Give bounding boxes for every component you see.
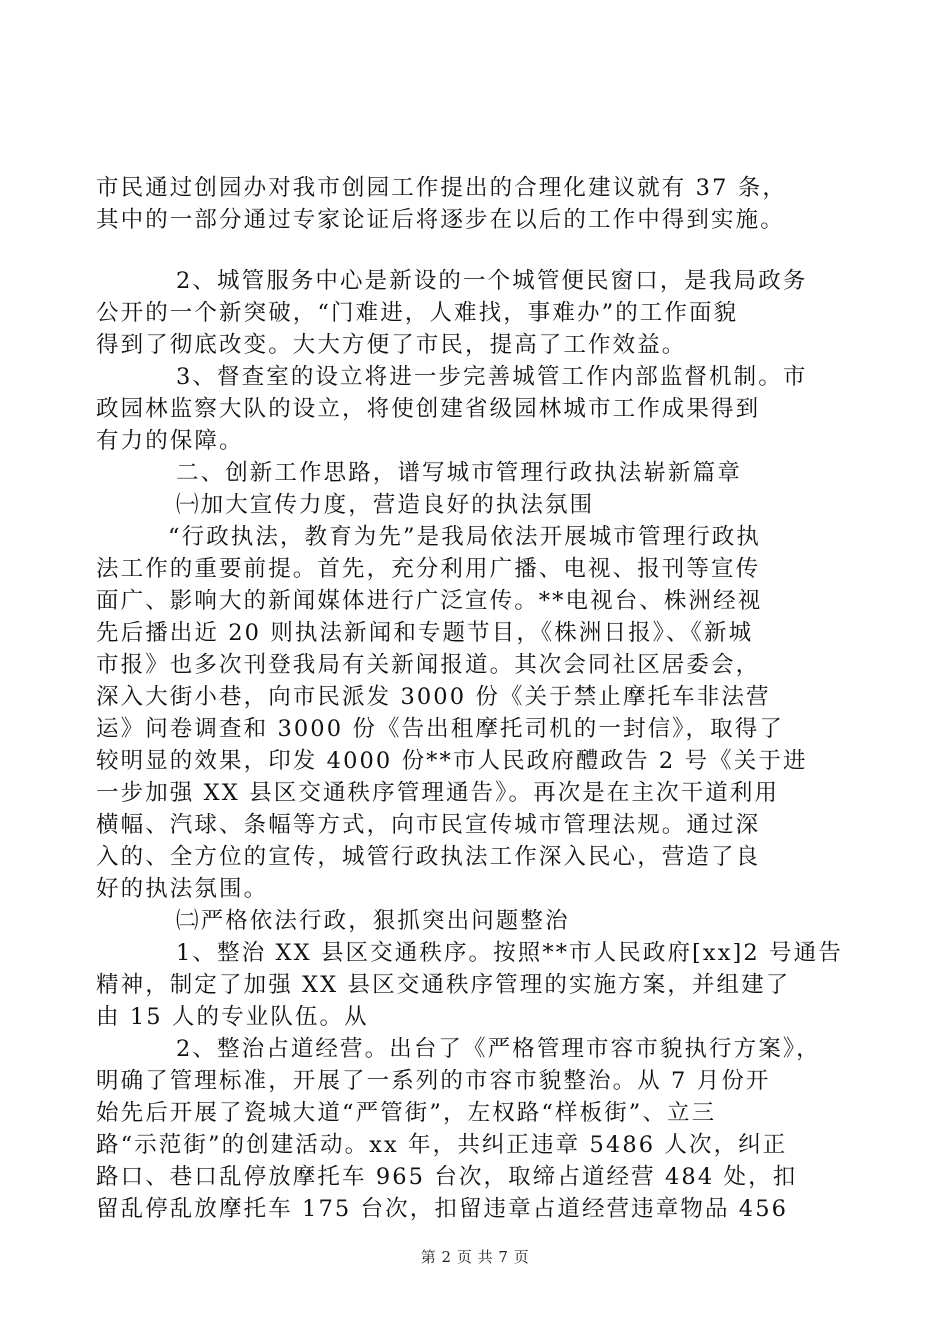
text-line: 市民通过创园办对我市创园工作提出的合理化建议就有 37 条， (96, 175, 787, 201)
paragraph-start-line: 2、城管服务中心是新设的一个城管便民窗口，是我局政务 (176, 268, 808, 294)
text-line: 明确了管理标准，开展了一系列的市容市貌整治。从 7 月份开 (96, 1068, 771, 1094)
text-line: 横幅、汽球、条幅等方式，向市民宣传城市管理法规。通过深 (96, 812, 761, 838)
paragraph-start-line: 3、督查室的设立将进一步完善城管工作内部监督机制。市 (176, 364, 808, 390)
paragraph-start-line: “行政执法，教育为先”是我局依法开展城市管理行政执 (168, 524, 762, 550)
text-line: 精神，制定了加强 XX 县区交通秩序管理的实施方案，并组建了 (96, 972, 791, 998)
text-line: 由 15 人的专业队伍。从 (96, 1004, 369, 1030)
page-number-footer: 第 2 页 共 7 页 (420, 1248, 530, 1266)
text-line: 运》问卷调查和 3000 份《告出租摩托司机的一封信》，取得了 (96, 716, 784, 742)
text-line: 市报》也多次刊登我局有关新闻报道。其次会同社区居委会， (96, 652, 761, 678)
subsection-heading: ㈡严格依法行政，狠抓突出问题整治 (176, 908, 570, 934)
paragraph-start-line: 2、整治占道经营。出台了《严格管理市容市貌执行方案》， (176, 1036, 821, 1062)
text-line: 面广、影响大的新闻媒体进行广泛宣传。**电视台、株洲经视 (96, 588, 763, 614)
text-line: 始先后开展了瓷城大道“严管街”，左权路“样板街”、立三 (96, 1100, 717, 1126)
section-heading: 二、创新工作思路，谱写城市管理行政执法崭新篇章 (176, 460, 742, 486)
text-line: 入的、全方位的宣传，城管行政执法工作深入民心，营造了良 (96, 844, 761, 870)
text-line: 有力的保障。 (96, 428, 244, 454)
text-line: 路“示范街”的创建活动。xx 年，共纠正违章 5486 人次，纠正 (96, 1132, 788, 1158)
text-line: 深入大街小巷，向市民派发 3000 份《关于禁止摩托车非法营 (96, 684, 771, 710)
text-line: 一步加强 XX 县区交通秩序管理通告》。再次是在主次干道利用 (96, 780, 780, 806)
text-line: 得到了彻底改变。大大方便了市民，提高了工作效益。 (96, 332, 687, 358)
subsection-heading: ㈠加大宣传力度，营造良好的执法氛围 (176, 492, 595, 518)
text-line: 政园林监察大队的设立，将使创建省级园林城市工作成果得到 (96, 396, 761, 422)
text-line: 路口、巷口乱停放摩托车 965 台次，取缔占道经营 484 处，扣 (96, 1164, 798, 1190)
text-line: 先后播出近 20 则执法新闻和专题节目，《株洲日报》、《新城 (96, 620, 754, 646)
text-line: 法工作的重要前提。首先，充分利用广播、电视、报刊等宣传 (96, 556, 761, 582)
text-line: 较明显的效果，印发 4000 份**市人民政府醴政告 2 号《关于进 (96, 748, 808, 774)
text-line: 其中的一部分通过专家论证后将逐步在以后的工作中得到实施。 (96, 207, 785, 233)
paragraph-start-line: 1、整治 XX 县区交通秩序。按照**市人民政府[xx]2 号通告 (176, 940, 843, 966)
text-line: 留乱停乱放摩托车 175 台次，扣留违章占道经营违章物品 456 (96, 1196, 789, 1222)
text-line: 好的执法氛围。 (96, 876, 269, 902)
text-line: 公开的一个新突破，“门难进，人难找，事难办”的工作面貌 (96, 300, 739, 326)
